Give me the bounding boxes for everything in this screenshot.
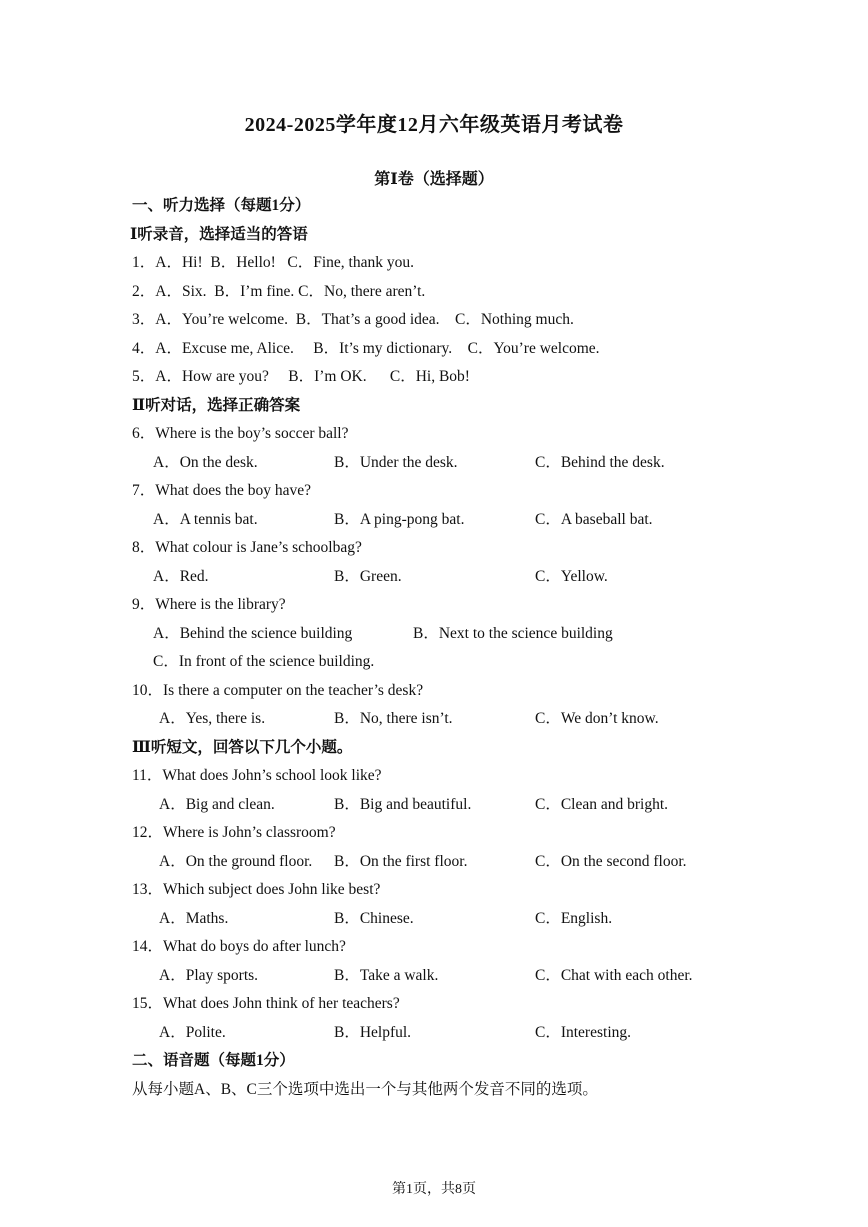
options-row <box>132 1019 752 1048</box>
part-heading-2: Ⅱ听对话，选择正确答案 <box>132 396 301 414</box>
options-row <box>132 705 752 734</box>
part-heading-1: Ⅰ听录音，选择适当的答语 <box>130 225 308 243</box>
option-a: A．Big and clean. <box>159 795 275 813</box>
question-item: 5．A．How are you? B．I’m OK. C．Hi, Bob! <box>132 368 470 385</box>
question-text: 8．What colour is Jane’s schoolbag? <box>132 539 362 556</box>
options-row <box>132 563 752 592</box>
page-title: 2024-2025学年度12月六年级英语月考试卷 <box>244 114 624 136</box>
option-a: A．Red. <box>153 567 209 585</box>
question-text: 12．Where is John’s classroom? <box>132 824 336 841</box>
question-text: 9．Where is the library? <box>132 596 286 613</box>
option-a: A．Yes, there is. <box>159 710 266 727</box>
option-c: C．Clean and bright. <box>535 795 669 813</box>
page-footer: 第1页，共8页 <box>392 1182 476 1197</box>
question-item: 1．A．Hi! B．Hello! C．Fine, thank you. <box>132 254 414 271</box>
options-row <box>132 791 752 820</box>
section-instruction: 从每小题A、B、C三个选项中选出一个与其他两个发音不同的选项。 <box>132 1080 598 1098</box>
option-c: C．Interesting. <box>535 1023 631 1041</box>
question-item: 4．A．Excuse me, Alice. B．It’s my dictionary. C．You’re welcome. <box>132 339 600 357</box>
options-row <box>132 962 752 991</box>
options-row <box>132 905 752 934</box>
option-b: B．Chinese. <box>334 909 414 927</box>
question-item: 3．A．You’re welcome. B．That’s a good idea. C．Nothing much. <box>132 311 574 328</box>
question-text: 6．Where is the boy’s soccer ball? <box>132 425 349 442</box>
option-a: A．Maths. <box>159 909 229 927</box>
option-c: C．Behind the desk. <box>535 453 665 471</box>
option-a: A．Behind the science building <box>153 624 353 642</box>
question-text: 14．What do boys do after lunch? <box>132 938 346 955</box>
option-b: B．A ping-pong bat. <box>334 510 465 528</box>
option-c: C．Yellow. <box>535 567 608 585</box>
volume-title: 第Ⅰ卷（选择题） <box>374 171 494 188</box>
options-row <box>132 848 752 877</box>
option-c: C．Chat with each other. <box>535 966 693 984</box>
option-c: C．We don’t know. <box>535 710 659 727</box>
options-row <box>132 449 752 478</box>
section-heading-phonetics: 二、语音题（每题1分） <box>132 1052 295 1069</box>
options-row <box>132 620 752 649</box>
option-b: B．Helpful. <box>334 1023 412 1041</box>
question-text: 15．What does John think of her teachers? <box>132 995 400 1012</box>
option-b: B．Green. <box>334 567 402 585</box>
option-b: B．On the first floor. <box>334 852 468 870</box>
option-c: C．In front of the science building. <box>153 653 375 670</box>
option-b: B．No, there isn’t. <box>334 710 453 727</box>
option-c: C．A baseball bat. <box>535 510 653 528</box>
option-a: A．On the ground floor. <box>159 852 313 870</box>
question-text: 7．What does the boy have? <box>132 482 312 499</box>
option-b: B．Take a walk. <box>334 966 439 984</box>
question-text: 10．Is there a computer on the teacher’s desk? <box>132 681 424 699</box>
part-heading-3: Ⅲ听短文，回答以下几个小题。 <box>132 738 353 756</box>
option-a: A．Play sports. <box>159 966 259 984</box>
exam-content <box>132 192 752 1104</box>
question-item: 2．A．Six. B．I’m fine. C．No, there aren’t. <box>132 282 426 300</box>
option-c: C．On the second floor. <box>535 852 687 870</box>
question-text: 13．Which subject does John like best? <box>132 881 381 898</box>
options-row <box>132 648 752 677</box>
option-a: A．On the desk. <box>153 453 258 471</box>
option-a: A．Polite. <box>159 1023 226 1041</box>
option-a: A．A tennis bat. <box>153 510 258 528</box>
options-row <box>132 506 752 535</box>
section-heading-listening: 一、听力选择（每题1分） <box>132 197 311 214</box>
option-b: B．Big and beautiful. <box>334 795 472 813</box>
option-c: C．English. <box>535 909 613 927</box>
option-b: B．Next to the science building <box>413 624 613 642</box>
option-b: B．Under the desk. <box>334 453 458 471</box>
question-text: 11．What does John’s school look like? <box>132 767 382 784</box>
